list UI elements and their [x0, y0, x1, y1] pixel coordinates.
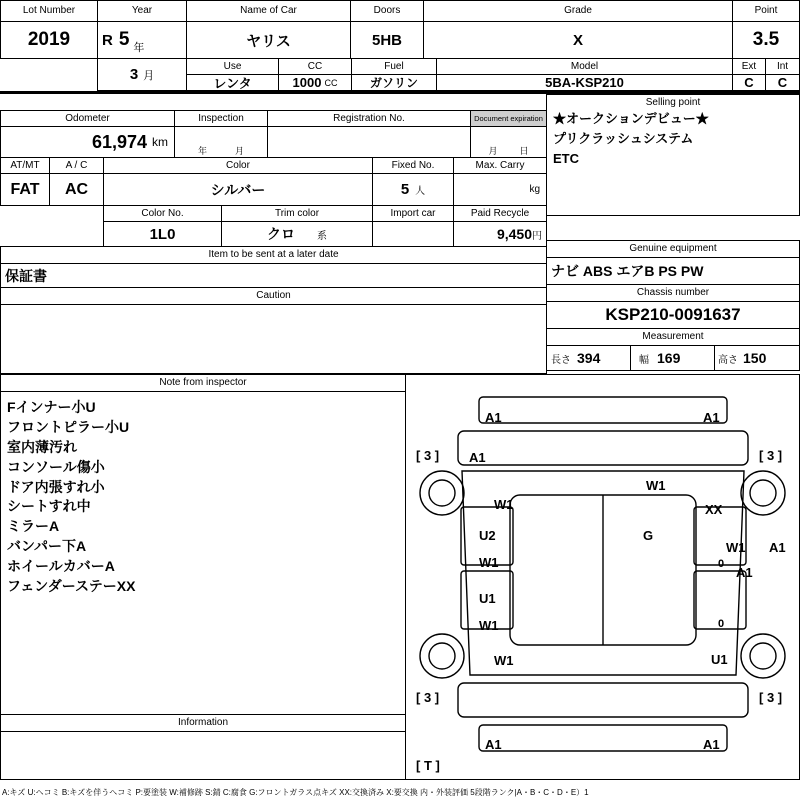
atmt-label-cell — [0, 157, 50, 174]
fuel-label: Fuel — [384, 60, 404, 72]
diagram-mark: A1 — [485, 737, 502, 752]
model-label: Model — [570, 60, 599, 72]
doc-expiration-cell — [470, 126, 547, 158]
note-line: シートすれ中 — [7, 498, 91, 515]
max-carry-cell — [453, 173, 547, 206]
fuel-cell — [351, 74, 437, 91]
inspection-month-unit: 月 — [235, 146, 245, 156]
max-carry-unit: kg — [529, 184, 540, 195]
ext-value: C — [744, 75, 754, 90]
name-of-car-label-cell — [186, 0, 351, 22]
atmt-cell — [0, 173, 50, 206]
cc-cell — [278, 74, 352, 91]
doc-day-unit: 日 — [519, 146, 529, 156]
selling-point-label-wrap — [546, 94, 800, 112]
fixed-no-value: 5 — [400, 181, 410, 198]
measurement-label-cell — [546, 328, 800, 346]
ac-label-cell — [49, 157, 104, 174]
int-label-cell — [765, 58, 800, 75]
grade-label-cell — [423, 0, 733, 22]
diagram-mark: A1 — [769, 540, 786, 555]
note-line: ドア内張すれ小 — [7, 478, 105, 495]
legend-footer: A:キズ U:ヘコミ B:キズを伴うヘコミ P:要塗装 W:補修跡 S:錆 C:腐食 G:フロントガラス点キズ XX:交換済み X:要交換 内・外装評価 5段階ランク|A・B・C・D・E）1 — [2, 788, 589, 797]
height-cell — [714, 345, 800, 371]
name-of-car-cell — [186, 21, 351, 59]
diagram-mark: 0 — [718, 558, 725, 570]
diagram-mark: A1 — [469, 450, 486, 465]
caution-label: Caution — [256, 290, 291, 302]
month-unit: 月 — [143, 69, 155, 82]
chassis-label: Chassis number — [636, 287, 710, 299]
color-no-value: 1L0 — [149, 225, 176, 243]
paid-recycle-cell — [453, 221, 547, 247]
trim-color-cell — [221, 221, 373, 247]
doc-expiration-label-cell — [470, 110, 547, 127]
int-cell — [765, 74, 800, 91]
length-cell — [546, 345, 631, 371]
grade-value: X — [572, 31, 583, 49]
fixed-no-label: Fixed No. — [391, 159, 435, 171]
lot-number-label-cell — [0, 0, 98, 22]
selling-point-box — [546, 94, 800, 216]
doc-expiration-label: Document expiration — [474, 114, 543, 123]
atmt-label: AT/MT — [10, 159, 40, 171]
color-no-label: Color No. — [141, 207, 184, 219]
height-label: 高さ — [718, 354, 738, 366]
genuine-equipment-label: Genuine equipment — [629, 243, 717, 255]
genuine-equipment-value: ナビ ABS エアB PS PW — [551, 263, 704, 279]
lot-number-label: Lot Number — [22, 5, 76, 17]
year-unit: 年 — [133, 42, 145, 54]
registration-label: Registration No. — [333, 112, 405, 124]
diagram-mark: W1 — [646, 478, 666, 493]
cc-label-cell — [278, 58, 352, 75]
trim-color-label: Trim color — [274, 207, 320, 219]
trim-color-label-cell — [221, 205, 373, 222]
note-line: Fインナー小U — [7, 399, 96, 415]
diagram-mark: W1 — [494, 497, 514, 512]
length-value: 394 — [577, 350, 601, 366]
diagram-mark: U2 — [479, 528, 496, 543]
use-label: Use — [223, 60, 242, 72]
odometer-value: 61,974 — [91, 131, 147, 152]
import-car-cell — [372, 221, 454, 247]
odometer-label-cell — [0, 110, 175, 127]
chassis-number-value: KSP210-0091637 — [605, 305, 741, 324]
inspection-label-cell — [174, 110, 268, 127]
item-later-value: 保証書 — [5, 267, 47, 284]
selling-point-line: プリクラッシュシステム — [553, 131, 694, 147]
odometer-label: Odometer — [65, 112, 110, 124]
import-car-label-cell — [372, 205, 454, 222]
year-label: Year — [131, 5, 153, 17]
width-value: 169 — [657, 350, 681, 366]
doors-value: 5HB — [371, 31, 402, 49]
measurement-label: Measurement — [642, 331, 704, 343]
doc-month-unit: 月 — [488, 146, 498, 156]
width-label: 幅 — [639, 354, 649, 366]
length-label: 長さ — [551, 354, 571, 366]
width-cell — [630, 345, 715, 371]
ext-label-cell — [732, 58, 766, 75]
doors-label: Doors — [373, 5, 401, 17]
cc-unit: CC — [324, 77, 338, 88]
point-label: Point — [754, 5, 778, 17]
diagram-mark: [ 3 ] — [416, 690, 440, 705]
model-label-cell — [436, 58, 733, 75]
fixed-no-cell — [372, 173, 454, 206]
paid-recycle-label: Paid Recycle — [470, 207, 530, 219]
diagram-mark: [ 3 ] — [759, 690, 783, 705]
inspection-cell — [174, 126, 268, 158]
note-from-inspector-label: Note from inspector — [159, 377, 247, 389]
trim-color-unit: 系 — [317, 230, 327, 242]
note-line: ホイールカバーA — [7, 558, 115, 574]
diagram-mark: A1 — [736, 565, 753, 580]
genuine-equipment-label-cell — [546, 240, 800, 258]
note-line: ミラーA — [7, 518, 60, 535]
inspection-year-unit: 年 — [197, 146, 207, 156]
diagram-mark: A1 — [485, 410, 502, 425]
color-cell — [103, 173, 373, 206]
name-of-car-value: ヤリス — [246, 32, 291, 50]
fuel-value: ガソリン — [369, 76, 418, 90]
color-value: シルバー — [210, 181, 266, 198]
information-label-cell — [0, 714, 406, 732]
color-no-cell — [103, 221, 222, 247]
diagram-mark: [ 3 ] — [759, 448, 783, 463]
ac-value: AC — [64, 180, 89, 198]
ac-label: A / C — [65, 159, 88, 171]
item-later-cell — [0, 263, 547, 288]
trim-color-value: クロ — [267, 226, 295, 242]
selling-point-line: ★オークションデビュー★ — [553, 111, 709, 126]
diagram-mark: A1 — [703, 737, 720, 752]
use-cell — [186, 74, 279, 91]
chassis-label-cell — [546, 284, 800, 302]
note-line: 室内薄汚れ — [7, 438, 77, 455]
diagram-mark: G — [643, 528, 654, 543]
registration-label-cell — [267, 110, 471, 127]
year-value-cell — [97, 21, 187, 59]
doors-label-cell — [350, 0, 424, 22]
point-value: 3.5 — [752, 29, 780, 50]
grade-label: Grade — [564, 5, 592, 17]
caution-label-cell — [0, 287, 547, 305]
fuel-label-cell — [351, 58, 437, 75]
diagram-mark: U1 — [479, 591, 496, 606]
selling-point-line: ETC — [553, 151, 579, 167]
diagram-mark: [ T ] — [416, 758, 440, 773]
information-label: Information — [177, 717, 229, 729]
inspection-label: Inspection — [198, 112, 244, 124]
doors-cell — [350, 21, 424, 59]
odometer-unit: km — [152, 135, 168, 149]
cc-value: 1000 — [292, 75, 322, 90]
height-value: 150 — [743, 350, 767, 366]
odometer-cell — [0, 126, 175, 158]
diagram-mark: U1 — [711, 652, 728, 667]
car-diagram-box — [405, 374, 800, 780]
lot-number-value: 2019 — [27, 29, 71, 50]
information-body-cell — [0, 731, 406, 780]
ext-label: Ext — [741, 60, 757, 72]
chassis-cell — [546, 301, 800, 329]
atmt-value: FAT — [10, 180, 40, 198]
note-line: コンソール傷小 — [7, 458, 105, 475]
import-car-label: Import car — [390, 207, 436, 219]
model-value: 5BA-KSP210 — [545, 75, 624, 90]
note-body-cell — [0, 391, 406, 715]
diagram-mark: XX — [705, 502, 723, 517]
registration-cell — [267, 126, 471, 158]
diagram-mark: W1 — [726, 540, 746, 555]
year-value: 5 — [118, 29, 130, 50]
note-line: フェンダーステーXX — [7, 577, 136, 594]
paid-recycle-unit: 円 — [532, 230, 542, 242]
diagram-mark: W1 — [494, 653, 514, 668]
point-label-cell — [732, 0, 800, 22]
use-value: レンタ — [213, 76, 252, 91]
diagram-mark: 0 — [718, 618, 725, 630]
diagram-mark: [ 3 ] — [416, 448, 440, 463]
fixed-no-unit: 人 — [415, 186, 426, 197]
month-cell — [97, 58, 187, 91]
caution-cell — [0, 304, 547, 374]
name-of-car-label: Name of Car — [240, 5, 297, 17]
month-value: 3 — [129, 66, 139, 83]
selling-point-label: Selling point — [645, 97, 701, 109]
grade-cell — [423, 21, 733, 59]
diagram-mark: A1 — [703, 410, 720, 425]
int-value: C — [777, 75, 788, 90]
item-later-label-cell — [0, 246, 547, 264]
year-label-cell — [97, 0, 187, 22]
year-prefix: R — [102, 31, 113, 49]
color-label: Color — [226, 159, 250, 171]
note-label-cell — [0, 374, 406, 392]
note-line: バンパー下A — [7, 538, 87, 555]
ac-cell — [49, 173, 104, 206]
paid-recycle-value: 9,450 — [496, 226, 532, 242]
item-later-label: Item to be sent at a later date — [208, 249, 339, 261]
ext-cell — [732, 74, 766, 91]
cc-label: CC — [307, 60, 323, 72]
diagram-mark: W1 — [479, 555, 499, 570]
lot-number-cell — [0, 21, 98, 59]
color-no-label-cell — [103, 205, 222, 222]
fixed-no-label-cell — [372, 157, 454, 174]
max-carry-label-cell — [453, 157, 547, 174]
int-label: Int — [776, 60, 789, 72]
diagram-mark: W1 — [479, 618, 499, 633]
model-cell — [436, 74, 733, 91]
color-label-cell — [103, 157, 373, 174]
note-line: フロントピラー小U — [7, 418, 130, 435]
point-cell — [732, 21, 800, 59]
paid-recycle-label-cell — [453, 205, 547, 222]
max-carry-label: Max. Carry — [475, 159, 525, 171]
genuine-equipment-cell — [546, 257, 800, 285]
